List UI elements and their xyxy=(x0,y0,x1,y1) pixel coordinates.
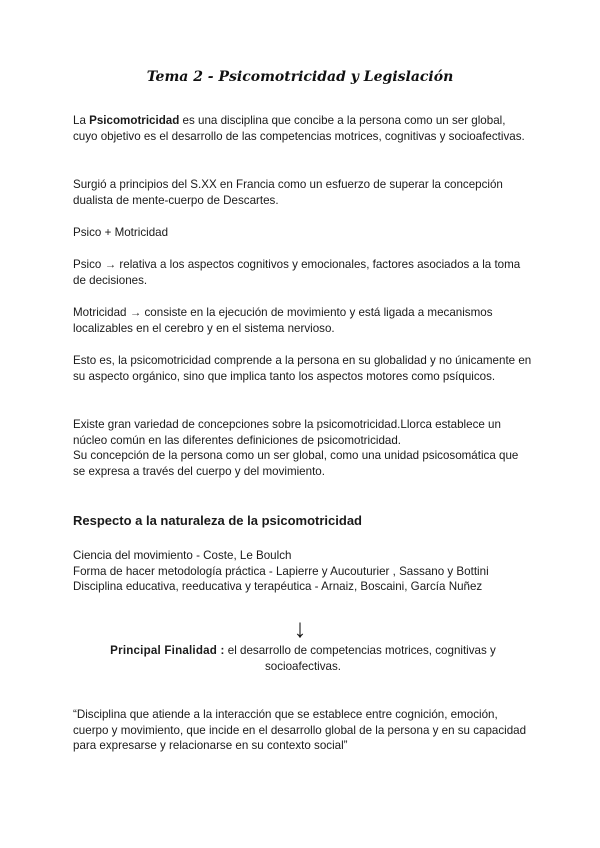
section-heading: Respecto a la naturaleza de la psicomotricidad xyxy=(73,513,362,528)
finalidad-paragraph xyxy=(73,643,533,674)
list-item: Ciencia del movimiento - Coste, Le Boulch xyxy=(73,549,292,562)
llorca-paragraph xyxy=(73,417,533,479)
list-item: Disciplina educativa, reeducativa y terapéutica - Arnaiz, Boscaini, García Nuñez xyxy=(73,580,483,593)
paragraph-text: Surgió a principios del S.XX en Francia como un esfuerzo de superar la concepción dualista de mente-cuerpo de Descartes. xyxy=(73,178,503,207)
paragraph-text: Motricidad → consiste en la ejecución de movimiento y está ligada a mecanismos localizables en el cerebro y en el sistema nervioso. xyxy=(73,306,493,335)
intro-paragraph xyxy=(73,113,533,144)
finalidad-text: el desarrollo de competencias motrices, cognitivas y socioafectivas. xyxy=(224,644,496,673)
quote-paragraph: “Disciplina que atiende a la interacción que se establece entre cognición, emoción, cuerpo y movimiento, que incide en el desarrollo global de la persona y en su capacidad para expresarse y relacionarse en su contexto social” xyxy=(73,708,527,752)
paragraph-text: Psico → relativa a los aspectos cognitivos y emocionales, factores asociados a la toma de decisiones. xyxy=(73,258,521,287)
finalidad-label: Principal Finalidad : xyxy=(110,644,225,657)
intro-bold-term: Psicomotricidad xyxy=(89,114,180,127)
intro-prefix: La xyxy=(73,114,90,127)
nature-list xyxy=(73,548,533,595)
motricidad-paragraph xyxy=(73,305,533,336)
down-arrow-icon: ↓ xyxy=(293,613,307,643)
psico-paragraph xyxy=(73,257,533,288)
page-title: Tema 2 - Psicomotricidad y Legislación xyxy=(146,69,454,85)
paragraph-text: Su concepción de la persona como un ser global, como una unidad psicosomática que se expresa a través del cuerpo y del movimiento. xyxy=(73,449,519,478)
origin-paragraph xyxy=(73,177,533,208)
paragraph-text: Esto es, la psicomotricidad comprende a la persona en su globalidad y no únicamente en su aspecto orgánico, sino que implica tanto los aspectos motores como psíquicos. xyxy=(73,354,532,383)
psico-motricidad-paragraph xyxy=(73,225,533,241)
intro-rest: es una disciplina que concibe a la persona como un ser global, cuyo objetivo es el desarrollo de las competencias motrices, cognitivas y socioafectivas. xyxy=(73,114,525,143)
paragraph-text: Psico + Motricidad xyxy=(73,226,169,239)
globalidad-paragraph xyxy=(73,353,533,384)
paragraph-text: Existe gran variedad de concepciones sobre la psicomotricidad.Llorca establece un núcleo común en las diferentes definiciones de psicomotricidad. xyxy=(73,418,501,447)
list-item: Forma de hacer metodología práctica - Lapierre y Aucouturier , Sassano y Bottini xyxy=(73,564,489,578)
